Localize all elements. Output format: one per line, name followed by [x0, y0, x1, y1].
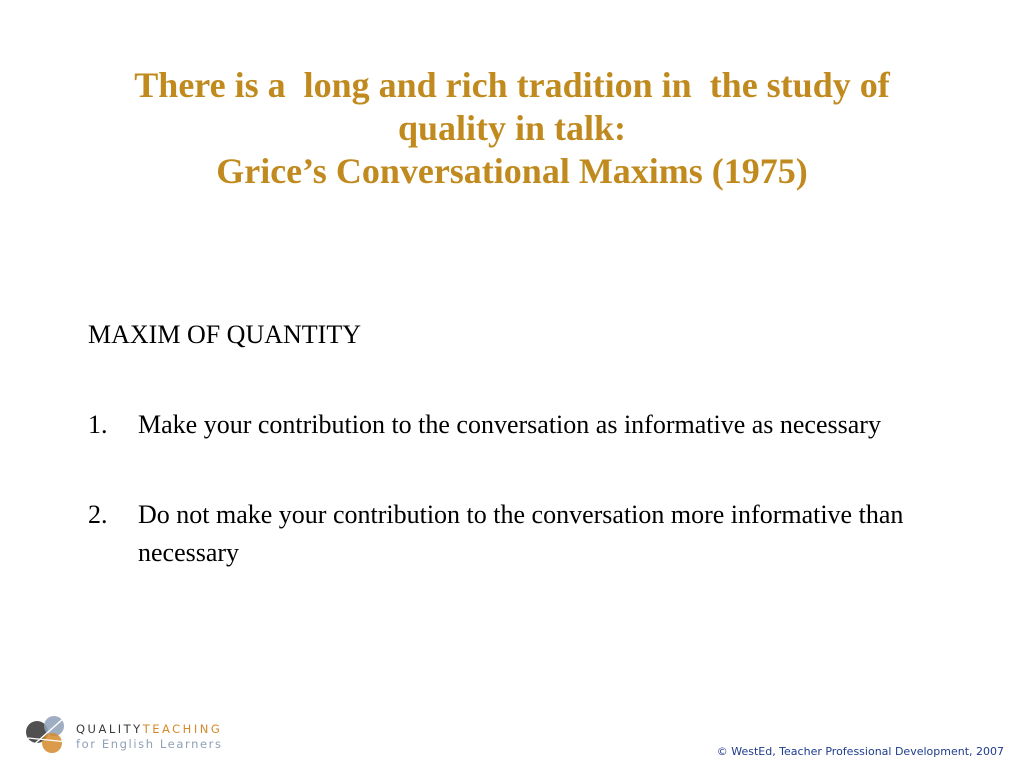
list-item-number: 1.: [88, 410, 108, 439]
list-item-text: Make your contribution to the conversation as informative as necessary: [138, 410, 881, 439]
slide-title: [20, 64, 1004, 193]
title-line-1: There is a long and rich tradition in the study of: [134, 65, 890, 105]
list-item: [88, 496, 968, 572]
copyright-footer: © WestEd, Teacher Professional Development, 2007: [716, 745, 1004, 758]
title-line-2: quality in talk:: [397, 108, 627, 148]
slide-body: [88, 316, 968, 624]
list-item-number: 2.: [88, 500, 108, 529]
logo-quality-text: QUALITY: [76, 722, 143, 736]
quality-teaching-logo: [24, 712, 264, 756]
overlapping-circles-logo-icon: [24, 712, 72, 756]
logo-wordmark: [76, 722, 222, 736]
title-line-3: Grice’s Conversational Maxims (1975): [216, 151, 808, 191]
list-item-text: Do not make your contribution to the conversation more informative than necessary: [138, 500, 904, 567]
logo-teaching-text: TEACHING: [142, 722, 223, 736]
section-heading: MAXIM OF QUANTITY: [88, 320, 361, 349]
list-item: [88, 406, 968, 444]
logo-subtitle: for English Learners: [76, 737, 223, 751]
